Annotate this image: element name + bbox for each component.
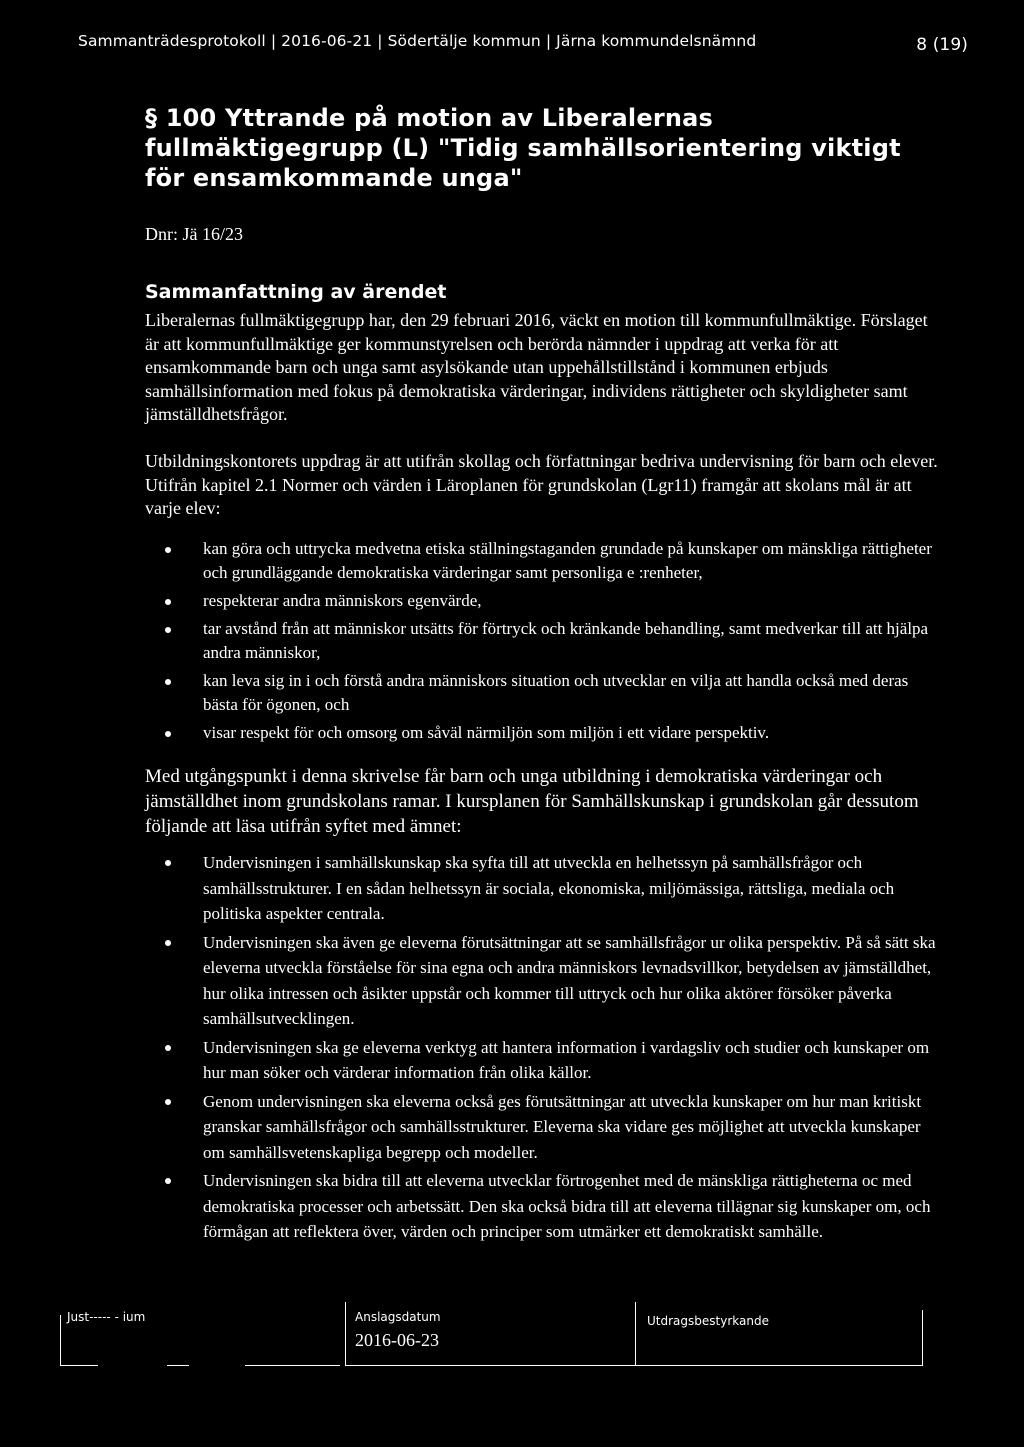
list-item	[165, 930, 945, 1032]
summary-paragraph-2: Utbildningskontorets uppdrag är att utifrån skollag och författningar bedriva undervisning för barn och elever. Utifrån kapitel 2.1 Normer och värden i Läroplanen för grundskolan (Lgr11) framgår att skolans mål är att varje elev:	[145, 451, 938, 518]
anslagsdatum-label: Anslagsdatum	[355, 1310, 441, 1324]
bullet-icon	[165, 860, 171, 866]
page-number: 8 (19)	[916, 35, 968, 55]
section-title: § 100 Yttrande på motion av Liberalernas fullmäktigegrupp (L) "Tidig samhällsorientering viktigt för ensamkommande unga"	[145, 104, 901, 192]
list-item-text: Undervisningen ska ge eleverna verktyg att hantera information i vardagsliv och studier och kunskaper om hur man söker och värderar information från olika källor.	[203, 1037, 930, 1082]
diary-number: Dnr: Jä 16/23	[145, 224, 243, 244]
bullet-icon	[165, 940, 171, 946]
list-item	[165, 589, 945, 613]
divider	[635, 1302, 636, 1366]
list-item-text: Genom undervisningen ska eleverna också ges förutsättningar att utveckla kunskaper om hur man kritiskt granskar samhällsfrågor och samhällsstrukturer. Eleverna ska vidare ges möjlighet att utveckla kunskaper om samhällsvetenskapliga begrepp och modeller.	[203, 1091, 922, 1162]
list-item-text: respekterar andra människors egenvärde,	[203, 591, 482, 610]
list-item	[165, 669, 945, 717]
divider	[635, 1365, 923, 1366]
summary-paragraph-1: Liberalernas fullmäktigegrupp har, den 29 februari 2016, väckt en motion till kommunfullmäktige. Förslaget är att kommunfullmäktige ger kommunstyrelsen och berörda nämnder i uppdrag att verka för att ensamkommande barn och unga samt asylsökande utan uppehållstillstånd i kommunen erbjuds samhällsinformation med fokus på demokratiska värderingar, individens rättigheter och skyldigheter samt jämställdhetsfrågor.	[145, 310, 928, 424]
divider	[922, 1310, 923, 1366]
bullet-icon	[165, 1099, 171, 1105]
list-item	[165, 721, 945, 745]
list-item	[165, 1089, 945, 1166]
list-item-text: Undervisningen i samhällskunskap ska syfta till att utveckla en helhetssyn på samhällsfrågor och samhällsstrukturer. I en sådan helhetssyn är sociala, ekonomiska, miljömässiga, rättsliga, mediala och politiska aspekter centrala.	[203, 853, 895, 923]
list-item	[165, 537, 945, 585]
list-item-text: kan leva sig in i och förstå andra människors situation och utvecklar en vilja att handla också med deras bästa för ögonen, och	[203, 671, 909, 714]
list-item	[165, 850, 945, 927]
bullet-icon	[165, 731, 171, 737]
bullet-icon	[165, 1178, 171, 1184]
curriculum-list	[165, 850, 945, 1248]
divider	[167, 1365, 189, 1366]
divider	[245, 1365, 340, 1366]
bullet-icon	[165, 627, 171, 633]
list-item-text: Undervisningen ska även ge eleverna förutsättningar att se samhällsfrågor ur olika perspektiv. På så sätt ska eleverna utveckla förståelse för sina egna och andra människors levnadsvillkor, betydelsen av jämställdhet, hur olika intressen och åsikter uppstår och kommer till uttryck och hur olika aktörer försöker påverka samhällsutvecklingen.	[203, 932, 936, 1028]
page-header	[78, 32, 968, 55]
goals-list	[165, 537, 945, 749]
list-item	[165, 617, 945, 665]
divider	[60, 1315, 61, 1365]
list-item	[165, 1168, 945, 1245]
header-text: Sammanträdesprotokoll | 2016-06-21 | Södertälje kommun | Järna kommundelsnämnd	[78, 32, 757, 50]
list-item-text: tar avstånd från att människor utsätts för förtryck och kränkande behandling, samt medverkar till att hjälpa andra människor,	[203, 619, 929, 662]
bullet-icon	[165, 599, 171, 605]
list-item-text: visar respekt för och omsorg om såväl närmiljön som miljön i ett vidare perspektiv.	[203, 723, 770, 742]
bullet-icon	[165, 1045, 171, 1051]
list-item-text: kan göra och uttrycka medvetna etiska ställningstaganden grundade på kunskaper om mänskliga rättigheter och grundläggande demokratiska värderingar samt personliga e :renheter,	[203, 539, 932, 582]
list-item	[165, 1035, 945, 1086]
summary-paragraph-3: Med utgångspunkt i denna skrivelse får barn och unga utbildning i demokratiska värderingar och jämställdhet inom grundskolans ramar. I kursplanen för Samhällskunskap i grundskolan går dessutom följande att läsa utifrån syftet med ämnet:	[145, 766, 919, 837]
summary-heading: Sammanfattning av ärendet	[145, 281, 447, 303]
anslagsdatum-value: 2016-06-23	[355, 1330, 439, 1350]
divider	[345, 1365, 635, 1366]
list-item-text: Undervisningen ska bidra till att eleverna utvecklar förtrogenhet med de mänskliga rättigheterna oc med demokratiska processer och arbetssätt. Den ska också bidra till att eleverna tillägnar sig kunskaper om, och förmågan att reflektera över, värden och principer som utmärker ett demokratiskt samhälle.	[203, 1171, 931, 1241]
utdragsbestyrkande-label: Utdragsbestyrkande	[647, 1314, 769, 1328]
bullet-icon	[165, 547, 171, 553]
justering-label: Just‐‐‐‐‐ ‐ ium	[67, 1310, 146, 1324]
bullet-icon	[165, 679, 171, 685]
divider	[345, 1302, 346, 1366]
divider	[60, 1365, 98, 1366]
signature-footer	[55, 1290, 935, 1380]
